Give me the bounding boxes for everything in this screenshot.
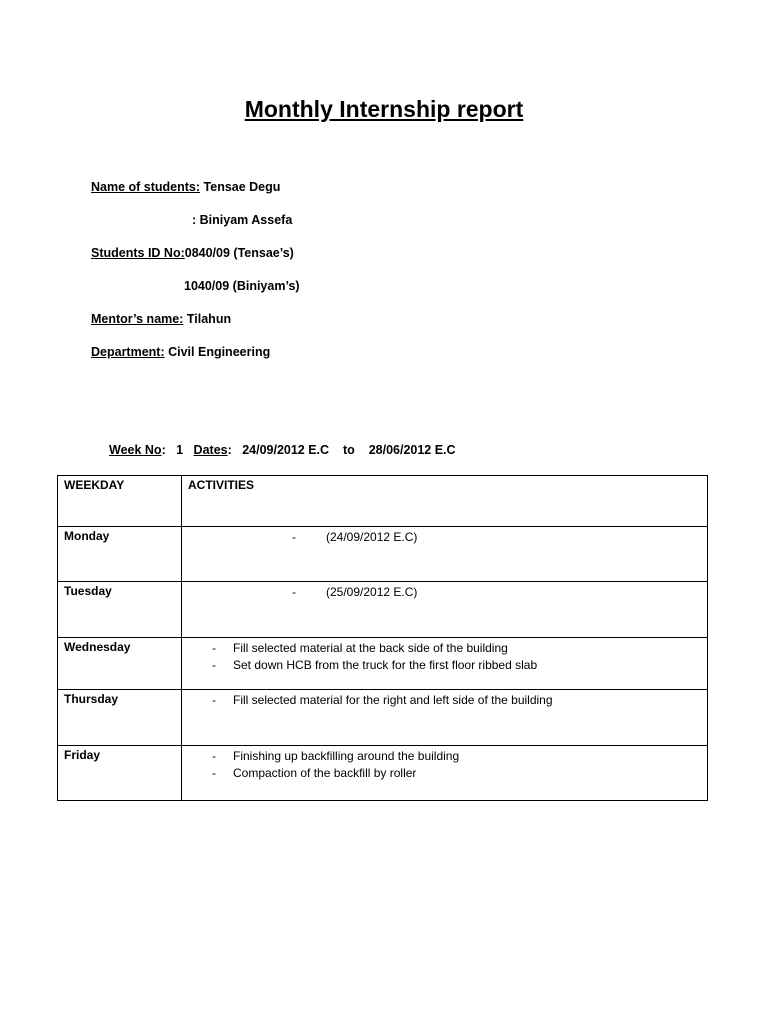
table-row [58, 527, 708, 582]
department-name: Civil Engineering [168, 345, 271, 359]
report-title: Monthly Internship report [244, 96, 524, 122]
dash: - [292, 530, 296, 544]
student-name-2: : Biniyam Assefa [192, 213, 293, 227]
weekly-activities-table [57, 475, 708, 801]
entry [188, 529, 701, 546]
dates-label: Dates [193, 443, 228, 457]
header-weekday: WEEKDAY [58, 476, 182, 527]
mentor-name: Tilahun [186, 312, 232, 326]
student-name-1: Tensae Degu [203, 180, 281, 194]
entry-date: (25/09/2012 E.C) [326, 585, 418, 599]
table-row [58, 638, 708, 690]
start-date: 24/09/2012 E.C [242, 443, 330, 457]
student-id-1: 0840/09 (Tensae’s) [184, 246, 294, 260]
activity-cell [182, 746, 708, 801]
week-info-line: Week No: 1 Dates: 24/09/2012 E.C to 28/06/2012 E.C [109, 443, 456, 457]
day-cell: Wednesday [58, 638, 182, 690]
day-cell: Friday [58, 746, 182, 801]
end-date: 28/06/2012 E.C [368, 443, 456, 457]
to-word: to [342, 443, 355, 457]
day-cell: Tuesday [58, 582, 182, 638]
student-id-2-line [184, 279, 300, 293]
activity-cell [182, 582, 708, 638]
activity-item: - Finishing up backfilling around the building [212, 749, 460, 763]
dash: - [292, 585, 296, 599]
table-row [58, 582, 708, 638]
activity-item: - Fill selected material for the right and left side of the building [212, 693, 553, 707]
entry [188, 584, 701, 601]
activity-cell [182, 527, 708, 582]
activity-cell [182, 638, 708, 690]
activity-item: - Compaction of the backfill by roller [212, 766, 417, 780]
student-id-line [91, 246, 294, 260]
week-no-label: Week No [109, 443, 162, 457]
department-label: Department: [91, 345, 165, 359]
activity-item: - Fill selected material at the back side of the building [212, 641, 508, 655]
day-cell: Thursday [58, 690, 182, 746]
activity-cell [182, 690, 708, 746]
mentor-label: Mentor’s name: [91, 312, 184, 326]
student-name-line [91, 180, 280, 194]
week-no-value: 1 [176, 443, 184, 457]
student-name-2-line [192, 213, 292, 227]
table-header-row [58, 476, 708, 527]
department-line [91, 345, 270, 359]
mentor-line [91, 312, 231, 326]
entry-date: (24/09/2012 E.C) [326, 530, 418, 544]
table-row [58, 690, 708, 746]
day-cell: Monday [58, 527, 182, 582]
table-row [58, 746, 708, 801]
student-id-label: Students ID No: [91, 246, 185, 260]
activity-item: - Set down HCB from the truck for the first floor ribbed slab [212, 658, 538, 672]
header-activities: ACTIVITIES [182, 476, 708, 527]
student-name-label: Name of students: [91, 180, 201, 194]
student-id-2: 1040/09 (Biniyam’s) [184, 279, 300, 293]
